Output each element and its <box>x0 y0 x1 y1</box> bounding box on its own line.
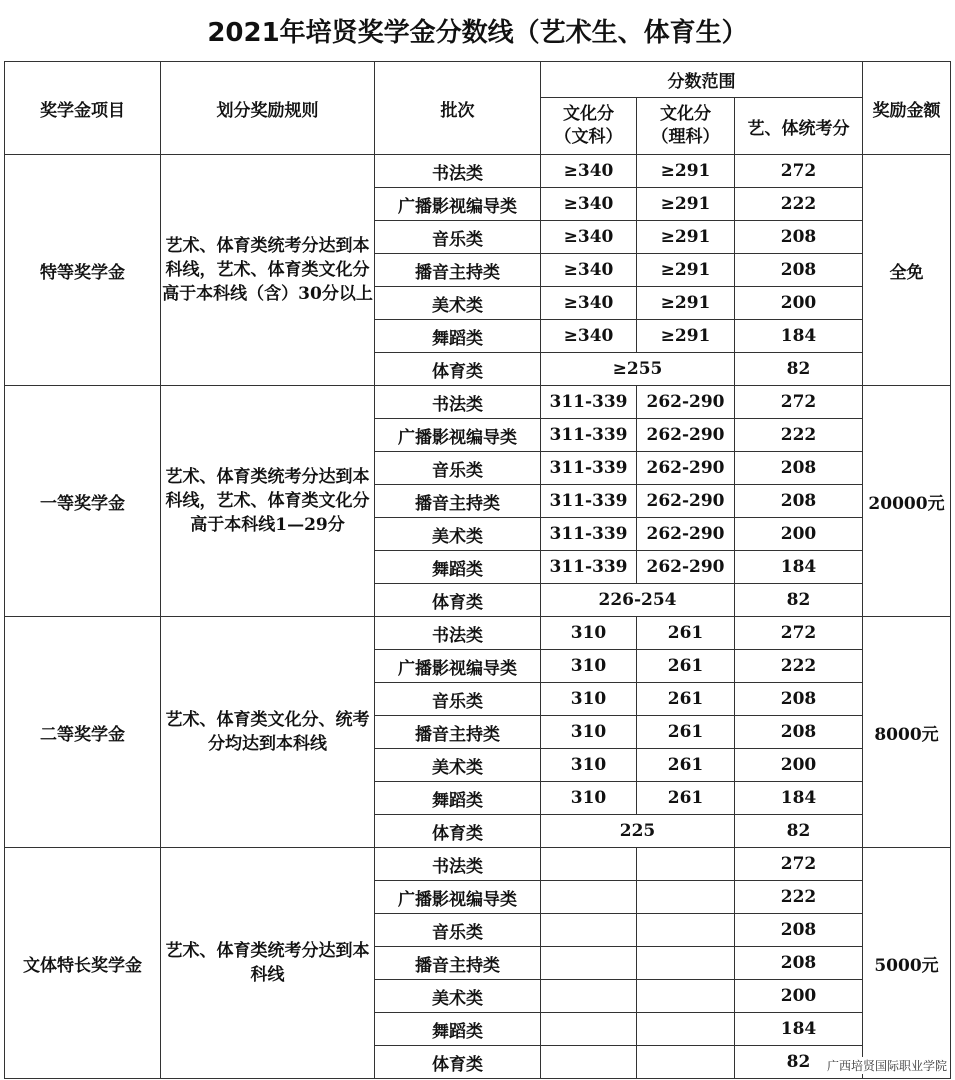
award-amount: 8000元 <box>863 617 951 848</box>
culture-arts-cell <box>541 914 637 947</box>
header-culture-arts-line2: （文科） <box>554 127 623 147</box>
award-rule: 艺术、体育类文化分、统考分均达到本科线 <box>161 617 375 848</box>
culture-arts-cell: 310 <box>541 716 637 749</box>
award-amount: 20000元 <box>863 386 951 617</box>
header-culture-arts-line1: 文化分 <box>563 104 614 124</box>
culture-arts-cell: 311-339 <box>541 419 637 452</box>
culture-arts-cell: ≥340 <box>541 188 637 221</box>
culture-sci-cell <box>637 848 735 881</box>
award-amount: 5000元 <box>863 848 951 1079</box>
culture-arts-cell: 310 <box>541 683 637 716</box>
unified-score-cell: 82 <box>735 353 863 386</box>
award-name: 特等奖学金 <box>5 155 161 386</box>
culture-sci-cell: 261 <box>637 683 735 716</box>
culture-sci-cell: 262-290 <box>637 419 735 452</box>
culture-arts-cell <box>541 1013 637 1046</box>
culture-sci-cell: ≥291 <box>637 155 735 188</box>
award-name: 一等奖学金 <box>5 386 161 617</box>
header-culture-sci-line2: （理科） <box>651 127 720 147</box>
batch-cell: 播音主持类 <box>375 485 541 518</box>
batch-cell: 体育类 <box>375 584 541 617</box>
batch-cell: 广播影视编导类 <box>375 188 541 221</box>
unified-score-cell: 272 <box>735 386 863 419</box>
culture-sci-cell: 262-290 <box>637 518 735 551</box>
header-unified: 艺、体统考分 <box>735 98 863 155</box>
culture-sci-cell: 261 <box>637 782 735 815</box>
batch-cell: 播音主持类 <box>375 947 541 980</box>
sports-culture-cell: 226-254 <box>541 584 735 617</box>
batch-cell: 播音主持类 <box>375 716 541 749</box>
unified-score-cell: 222 <box>735 650 863 683</box>
header-batch: 批次 <box>375 62 541 155</box>
unified-score-cell: 208 <box>735 914 863 947</box>
unified-score-cell: 272 <box>735 848 863 881</box>
unified-score-cell: 200 <box>735 980 863 1013</box>
culture-sci-cell <box>637 947 735 980</box>
unified-score-cell: 82 <box>735 815 863 848</box>
culture-arts-cell: ≥340 <box>541 254 637 287</box>
culture-sci-cell: ≥291 <box>637 287 735 320</box>
culture-sci-cell: ≥291 <box>637 254 735 287</box>
culture-arts-cell: ≥340 <box>541 287 637 320</box>
unified-score-cell: 272 <box>735 617 863 650</box>
culture-arts-cell: 311-339 <box>541 551 637 584</box>
page-title: 2021年培贤奖学金分数线（艺术生、体育生） <box>207 18 748 48</box>
culture-arts-cell: ≥340 <box>541 221 637 254</box>
table-row <box>5 155 951 188</box>
unified-score-cell: 208 <box>735 683 863 716</box>
culture-sci-cell: 262-290 <box>637 485 735 518</box>
unified-score-cell: 184 <box>735 320 863 353</box>
award-name: 文体特长奖学金 <box>5 848 161 1079</box>
culture-arts-cell: ≥340 <box>541 155 637 188</box>
batch-cell: 美术类 <box>375 749 541 782</box>
culture-arts-cell <box>541 881 637 914</box>
unified-score-cell: 222 <box>735 881 863 914</box>
culture-sci-cell: ≥291 <box>637 221 735 254</box>
table-row <box>5 617 951 650</box>
culture-arts-cell: 310 <box>541 650 637 683</box>
culture-sci-cell <box>637 881 735 914</box>
award-rule: 艺术、体育类统考分达到本科线 <box>161 848 375 1079</box>
culture-arts-cell: 311-339 <box>541 485 637 518</box>
culture-arts-cell: ≥340 <box>541 320 637 353</box>
culture-sci-cell: 261 <box>637 617 735 650</box>
culture-arts-cell: 310 <box>541 617 637 650</box>
culture-sci-cell: ≥291 <box>637 188 735 221</box>
culture-arts-cell <box>541 980 637 1013</box>
culture-arts-cell: 311-339 <box>541 386 637 419</box>
unified-score-cell: 208 <box>735 452 863 485</box>
batch-cell: 体育类 <box>375 1046 541 1079</box>
batch-cell: 舞蹈类 <box>375 551 541 584</box>
culture-sci-cell: 261 <box>637 716 735 749</box>
sports-culture-cell: ≥255 <box>541 353 735 386</box>
batch-cell: 播音主持类 <box>375 254 541 287</box>
culture-sci-cell: 261 <box>637 650 735 683</box>
award-name: 二等奖学金 <box>5 617 161 848</box>
header-culture-sci-line1: 文化分 <box>660 104 711 124</box>
table-row <box>5 386 951 419</box>
culture-arts-cell: 310 <box>541 749 637 782</box>
sports-culture-cell: 225 <box>541 815 735 848</box>
culture-sci-cell: 262-290 <box>637 386 735 419</box>
culture-sci-cell: 261 <box>637 749 735 782</box>
batch-cell: 音乐类 <box>375 683 541 716</box>
batch-cell: 书法类 <box>375 617 541 650</box>
batch-cell: 广播影视编导类 <box>375 881 541 914</box>
header-rule: 划分奖励规则 <box>161 62 375 155</box>
batch-cell: 音乐类 <box>375 452 541 485</box>
culture-sci-cell <box>637 1013 735 1046</box>
header-culture-arts <box>541 98 637 155</box>
unified-score-cell: 200 <box>735 518 863 551</box>
batch-cell: 体育类 <box>375 815 541 848</box>
batch-cell: 舞蹈类 <box>375 782 541 815</box>
culture-sci-cell: 262-290 <box>637 551 735 584</box>
unified-score-cell: 184 <box>735 551 863 584</box>
unified-score-cell: 200 <box>735 287 863 320</box>
unified-score-cell: 222 <box>735 419 863 452</box>
batch-cell: 体育类 <box>375 353 541 386</box>
culture-sci-cell: 262-290 <box>637 452 735 485</box>
unified-score-cell: 184 <box>735 782 863 815</box>
unified-score-cell: 82 <box>735 584 863 617</box>
unified-score-cell: 184 <box>735 1013 863 1046</box>
unified-score-cell: 208 <box>735 716 863 749</box>
culture-arts-cell <box>541 1046 637 1079</box>
culture-arts-cell: 311-339 <box>541 518 637 551</box>
unified-score-cell: 208 <box>735 254 863 287</box>
header-culture-sci <box>637 98 735 155</box>
culture-arts-cell <box>541 848 637 881</box>
batch-cell: 美术类 <box>375 518 541 551</box>
culture-sci-cell: ≥291 <box>637 320 735 353</box>
unified-score-cell: 272 <box>735 155 863 188</box>
watermark: 广西培贤国际职业学院 <box>826 1059 947 1073</box>
culture-arts-cell: 311-339 <box>541 452 637 485</box>
unified-score-cell: 200 <box>735 749 863 782</box>
batch-cell: 广播影视编导类 <box>375 650 541 683</box>
batch-cell: 书法类 <box>375 386 541 419</box>
batch-cell: 音乐类 <box>375 914 541 947</box>
culture-sci-cell <box>637 1046 735 1079</box>
award-amount: 全免 <box>863 155 951 386</box>
unified-score-cell: 222 <box>735 188 863 221</box>
batch-cell: 音乐类 <box>375 221 541 254</box>
unified-score-cell: 208 <box>735 221 863 254</box>
batch-cell: 舞蹈类 <box>375 1013 541 1046</box>
table-row <box>5 848 951 881</box>
unified-score-cell: 208 <box>735 485 863 518</box>
culture-sci-cell <box>637 914 735 947</box>
batch-cell: 美术类 <box>375 287 541 320</box>
header-amount: 奖励金额 <box>863 62 951 155</box>
header-score-range: 分数范围 <box>541 62 863 98</box>
award-rule: 艺术、体育类统考分达到本科线，艺术、体育类文化分高于本科线1—29分 <box>161 386 375 617</box>
batch-cell: 书法类 <box>375 848 541 881</box>
culture-sci-cell <box>637 980 735 1013</box>
award-rule: 艺术、体育类统考分达到本科线，艺术、体育类文化分高于本科线（含）30分以上 <box>161 155 375 386</box>
batch-cell: 舞蹈类 <box>375 320 541 353</box>
scholarship-table <box>4 61 951 1079</box>
unified-score-cell: 208 <box>735 947 863 980</box>
unified-score-cell: 82 <box>735 1046 863 1079</box>
batch-cell: 广播影视编导类 <box>375 419 541 452</box>
header-award: 奖学金项目 <box>5 62 161 155</box>
culture-arts-cell <box>541 947 637 980</box>
batch-cell: 美术类 <box>375 980 541 1013</box>
culture-arts-cell: 310 <box>541 782 637 815</box>
batch-cell: 书法类 <box>375 155 541 188</box>
